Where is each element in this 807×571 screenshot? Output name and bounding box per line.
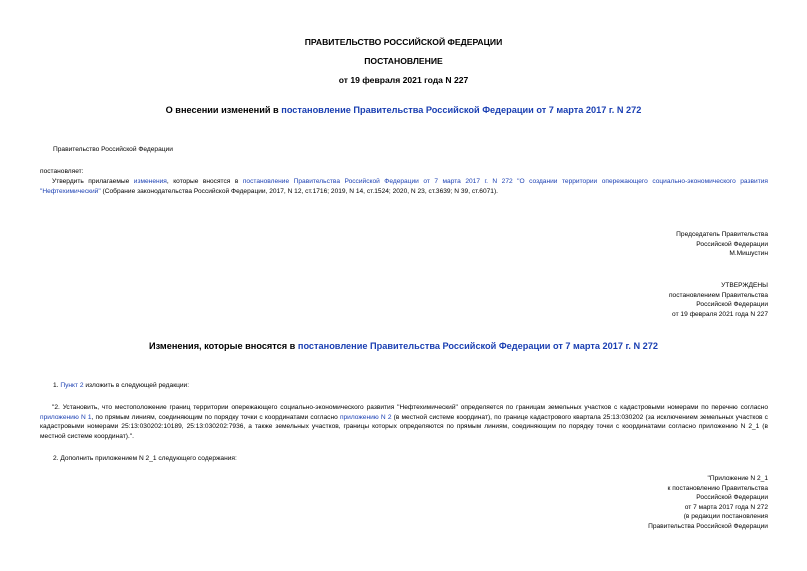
title-prefix: О внесении изменений в [165, 105, 282, 115]
changes-title [0, 340, 807, 353]
approval-line4: от 19 февраля 2021 года N 227 [672, 310, 768, 318]
p1-text-a: Утвердить прилагаемые [52, 178, 134, 185]
resolution-272-link[interactable]: постановление Правительства Российской Федерации от 7 марта 2017 г. N 272 "О создании территории опережающего социально-экономического развития "Нефтехимический" [40, 178, 768, 195]
changes-title-link[interactable]: постановление Правительства Российской Федерации от 7 марта 2017 г. N 272 [297, 341, 659, 351]
resolves-text: постановляет: [40, 168, 84, 175]
appendix-line5: (в редакции постановления [683, 513, 768, 521]
approval-line2: постановлением Правительства [668, 291, 768, 299]
government-heading: ПРАВИТЕЛЬСТВО РОССИЙСКОЙ ФЕДЕРАЦИИ [304, 37, 503, 47]
signature-block [468, 230, 768, 259]
document-title [0, 104, 807, 117]
quote-text-c: (в местной системе координат), по границе кадастрового квартала 25:13:030202 (за исключением земельных участков с кадастровыми номерами 25:13:030202:10189, 25:13:030202:7936, а также земельных участков, границы которых определяются по прямым линиям, соединяющим по порядку точки с координатами согласно приложению N 2_1 (в местной системе координат).". [40, 413, 768, 440]
changes-link[interactable]: изменения [133, 178, 167, 185]
approval-line1: УТВЕРЖДЕНЫ [721, 282, 768, 289]
appendix-line6: Правительства Российской Федерации [648, 522, 768, 530]
resolution-paragraph [40, 177, 768, 196]
quote-text-a: "2. Установить, что местоположение границ территории опережающего социально-экономического развития "Нефтехимический" определяется по границам земельных участков с кадастровыми номерами по перечню согласно [52, 404, 768, 411]
doc-type-heading: ПОСТАНОВЛЕНИЕ [364, 56, 443, 66]
title-link[interactable]: постановление Правительства Российской Федерации от 7 марта 2017 г. N 272 [281, 105, 642, 115]
item-2: 2. Дополнить приложением N 2_1 следующего содержания: [53, 455, 237, 462]
approval-line3: Российской Федерации [696, 301, 768, 309]
signature-line2: Российской Федерации [696, 240, 768, 248]
point-2-link[interactable]: Пункт 2 [60, 382, 84, 389]
quote-text-b: , по прямым линиям, соединяющим по порядку точки с координатами согласно [91, 413, 340, 421]
p1-text-c: (Собрание законодательства Российской Федерации, 2017, N 12, ст.1716; 2019, N 14, ст.1524; 2020, N 23, ст.3639; N 39, ст.6071). [100, 187, 498, 195]
approval-block [468, 281, 768, 319]
appendix-line4: от 7 марта 2017 года N 272 [684, 503, 768, 511]
appendix-line1: "Приложение N 2_1 [707, 475, 768, 482]
quoted-paragraph [40, 403, 768, 441]
date-number-heading: от 19 февраля 2021 года N 227 [338, 75, 469, 85]
signature-line1: Председатель Правительства [676, 231, 768, 238]
appendix-block [468, 474, 768, 531]
item-1 [53, 381, 189, 391]
issuer-text: Правительство Российской Федерации [53, 146, 173, 153]
signature-name: М.Мишустин [729, 250, 768, 258]
appendix-line2: к постановлению Правительства [667, 484, 768, 492]
p1-text-b: , которые вносятся в [166, 178, 243, 185]
item-1-number: 1. [53, 382, 61, 389]
appendix-1-link[interactable]: приложению N 1 [40, 413, 92, 421]
appendix-2-link[interactable]: приложению N 2 [339, 413, 392, 421]
item-1-text: изложить в следующей редакции: [83, 382, 190, 389]
changes-title-prefix: Изменения, которые вносятся в [148, 341, 298, 351]
appendix-line3: Российской Федерации [696, 494, 768, 502]
